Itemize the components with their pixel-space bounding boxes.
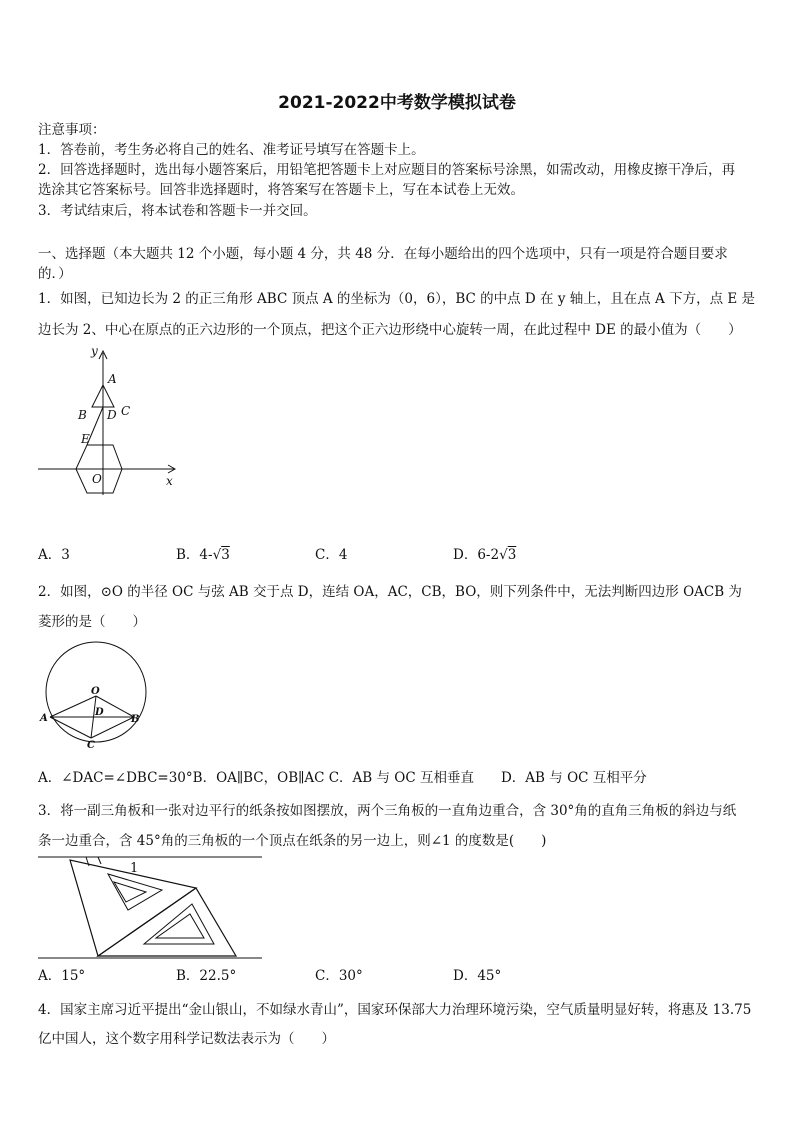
question-1-text-cont: 边长为 2、中心在原点的正六边形的一个顶点，把这个正六边形绕中心旋转一周，在此过程中 DE 的最小值为（ ） [38,322,742,338]
fig2-label-d: D [95,707,104,718]
fig1-label-b: B [78,408,87,422]
fig2-label-c: C [87,740,95,751]
question-1-text: 1．如图，已知边长为 2 的正三角形 ABC 顶点 A 的坐标为（0，6），BC 的中点 D 在 y 轴上，且在点 A 下方，点 E 是 [38,291,756,307]
fig1-label-e: E [81,432,90,446]
option-d-radicand: 3 [507,547,517,563]
question-4-text: 4．国家主席习近平提出“金山银山，不如绿水青山”，国家环保部大力治理环境污染，空气质量明显好转，将惠及 13.75 [38,1002,752,1018]
question-3-figure [38,852,268,962]
question-3-option-c: C．30° [315,968,363,984]
notice-heading: 注意事项： [38,122,106,138]
fig1-label-o: O [92,472,102,486]
question-3-option-b: B．22.5° [176,968,237,984]
section-heading: 一、选择题（本大题共 12 个小题，每小题 4 分，共 48 分．在每小题给出的四个选项中，只有一项是符合题目要求 [38,246,728,262]
page-title: 2021-2022中考数学模拟试卷 [278,93,516,113]
question-2-text: 2．如图，⊙O 的半径 OC 与弦 AB 交于点 D，连结 OA，AC，CB，BO，则下列条件中，无法判断四边形 OACB 为 [38,584,742,600]
question-1-option-c: C．4 [315,547,348,563]
sqrt-icon: √ [212,547,222,563]
section-heading-cont: 的．） [38,266,72,282]
fig2-label-b: B [131,714,140,725]
question-3-option-a: A．15° [38,968,86,984]
option-d-prefix: D．6-2 [453,547,500,563]
option-b-prefix: B．4- [176,547,213,563]
question-4-text-cont: 亿中国人，这个数字用科学记数法表示为（ ） [38,1031,335,1047]
question-2-figure [36,642,156,757]
question-1-option-b [176,546,230,564]
question-3-text-cont: 条一边重合，含 45°角的三角板的一个顶点在纸条的另一边上，则∠1 的度数是( ) [38,833,547,849]
fig1-label-y: y [91,344,98,358]
fig1-label-c: C [121,404,131,418]
question-3-text: 3．将一副三角板和一张对边平行的纸条按如图摆放，两个三角板的一直角边重合，含 30°角的直角三角板的斜边与纸 [38,803,737,819]
question-3-option-d: D．45° [453,968,502,984]
fig2-label-o: O [91,686,100,697]
notice-item: 2．回答选择题时，选出每小题答案后，用铅笔把答题卡上对应题目的答案标号涂黑，如需改动，用橡皮擦干净后，再 [38,162,736,178]
question-1-option-a: A．3 [38,547,70,563]
fig2-label-a: A [40,713,48,724]
question-2-options: A．∠DAC=∠DBC=30°B．OA∥BC，OB∥AC C．AB 与 OC 互相垂直 D．AB 与 OC 互相平分 [38,770,647,786]
notice-item: 3．考试结束后，将本试卷和答题卡一并交回。 [38,203,317,219]
fig1-label-x: x [166,474,173,488]
fig1-label-a: A [108,372,117,386]
question-1-figure [30,345,190,505]
sqrt-icon: √ [499,547,508,563]
question-2-text-cont: 菱形的是（ ） [38,614,146,630]
option-b-radicand: 3 [221,547,230,563]
question-1-option-d [453,546,516,564]
fig3-angle-label: 1 [130,861,139,876]
fig1-label-d: D [107,408,117,422]
notice-item: 选涂其它答案标号。回答非选择题时，将答案写在答题卡上，写在本试卷上无效。 [38,182,524,198]
notice-item: 1．答卷前，考生务必将自己的姓名、准考证号填写在答题卡上。 [38,142,425,158]
